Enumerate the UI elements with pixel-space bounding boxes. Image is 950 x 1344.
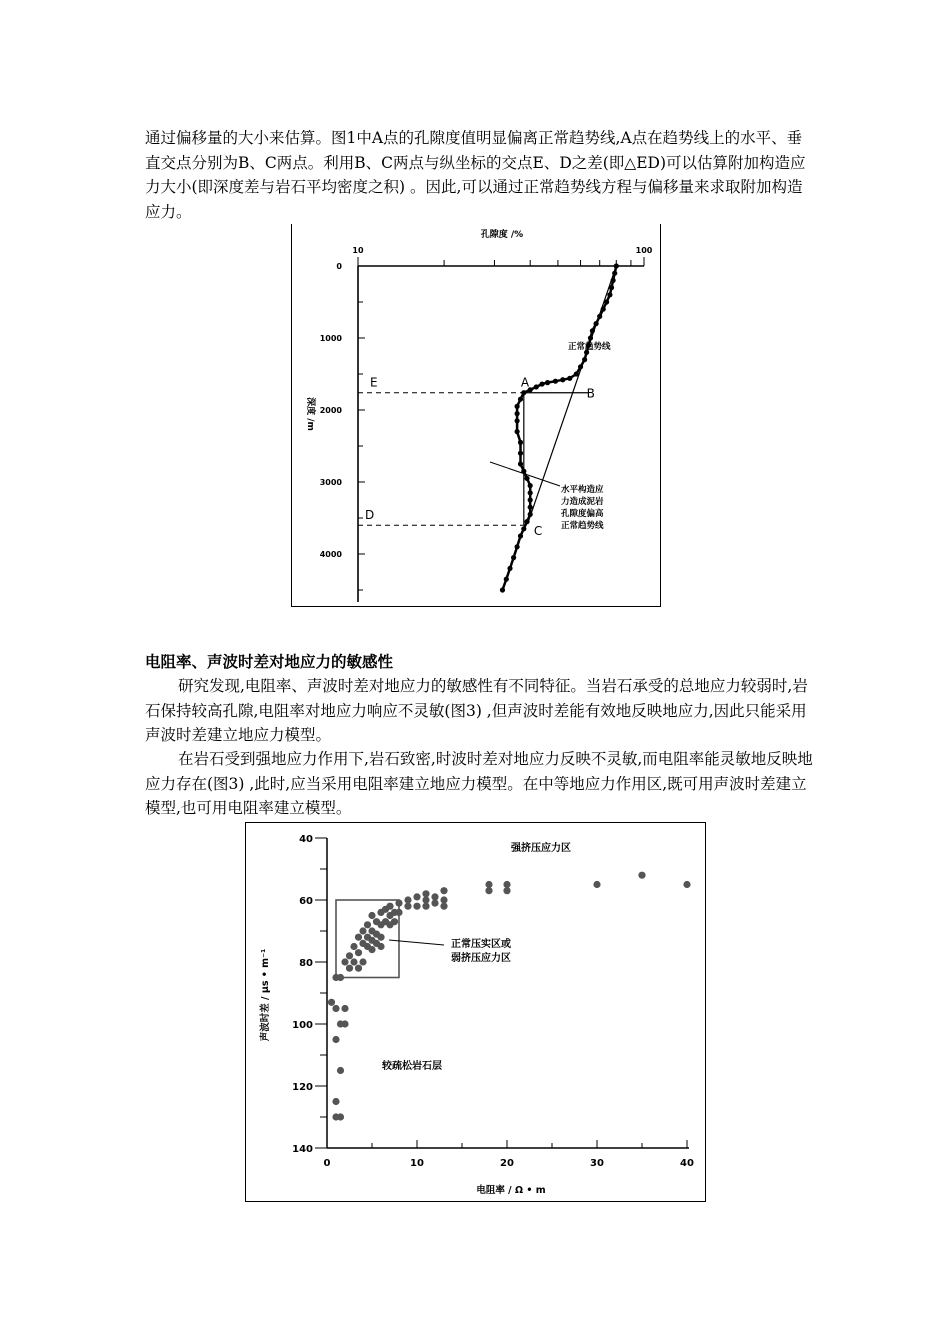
point-label-e: E <box>370 375 378 390</box>
data-point <box>404 896 411 903</box>
callout-text: 正常趋势线 <box>561 521 604 531</box>
data-point <box>422 896 429 903</box>
data-point <box>346 952 353 959</box>
point-label-d: D <box>365 508 375 523</box>
data-point <box>386 903 393 910</box>
x-tick-label: 30 <box>590 1158 604 1169</box>
data-point <box>341 1020 348 1027</box>
paragraph-1: 通过偏移量的大小来估算。图1中A点的孔隙度值明显偏离正常趋势线,A点在趋势线上的水平、垂直交点分别为B、C两点。利用B、C两点与纵坐标的交点E、D之差(即△ED)可以估算附加构造应力大小(即深度差与岩石平均密度之积) 。因此,可以通过正常趋势线方程与偏移量来求取附加构造应力。 <box>145 129 806 221</box>
data-point <box>553 379 558 384</box>
data-point <box>518 533 523 538</box>
data-point <box>332 1005 339 1012</box>
data-point <box>431 893 438 900</box>
data-point <box>355 934 362 941</box>
point-label-a: A <box>520 375 530 390</box>
data-point <box>355 965 362 972</box>
trend-label: 正常趋势线 <box>568 342 611 352</box>
y-tick-label: 4000 <box>319 550 342 559</box>
data-point <box>359 927 366 934</box>
data-point <box>355 949 362 956</box>
porosity-depth-chart <box>292 224 660 606</box>
data-point <box>337 1113 344 1120</box>
data-point <box>364 921 371 928</box>
y-tick-label: 140 <box>292 1144 313 1155</box>
data-point <box>413 903 420 910</box>
data-point <box>683 881 690 888</box>
y-axis-label: 声波时差 / μs • m⁻¹ <box>260 948 271 1042</box>
data-point <box>534 384 539 389</box>
data-point <box>404 903 411 910</box>
x-tick-label: 10 <box>352 246 364 255</box>
data-point <box>528 505 533 510</box>
y-tick-label: 3000 <box>319 478 342 487</box>
data-point <box>515 418 520 423</box>
data-point <box>368 912 375 919</box>
data-point <box>500 587 505 592</box>
callout-line <box>490 462 560 486</box>
data-point <box>391 918 398 925</box>
callout-line <box>389 940 444 945</box>
data-point <box>485 881 492 888</box>
data-point <box>515 544 520 549</box>
x-axis-label: 电阻率 / Ω • m <box>476 1185 546 1196</box>
data-point <box>332 1098 339 1105</box>
data-point <box>341 1005 348 1012</box>
normal-zone-label: 正常压实区或 <box>451 939 511 950</box>
data-point <box>528 497 533 502</box>
data-point <box>422 903 429 910</box>
y-axis-label: 深度 /m <box>305 397 315 431</box>
point-label-c: C <box>533 524 543 539</box>
data-point <box>377 934 384 941</box>
normal-zone-label: 弱挤压应力区 <box>451 953 511 964</box>
y-tick-label: 0 <box>336 262 342 271</box>
porosity-depth-figure <box>291 224 661 607</box>
data-point <box>560 377 565 382</box>
strong-zone-label: 强挤压应力区 <box>511 843 571 854</box>
data-point <box>377 943 384 950</box>
y-tick-label: 1000 <box>319 334 342 343</box>
section-heading: 电阻率、声波时差对地应力的敏感性 <box>145 652 394 671</box>
data-point <box>337 974 344 981</box>
data-point <box>395 909 402 916</box>
data-point <box>332 1036 339 1043</box>
data-point <box>440 896 447 903</box>
data-point <box>485 887 492 894</box>
data-point <box>515 429 520 434</box>
x-axis-label: 孔隙度 /% <box>480 230 524 240</box>
data-point <box>359 958 366 965</box>
data-point <box>524 476 529 481</box>
data-point <box>567 376 572 381</box>
data-point <box>518 461 523 466</box>
data-point <box>413 893 420 900</box>
data-point <box>515 404 520 409</box>
paragraph-2: 研究发现,电阻率、声波时差对地应力的敏感性有不同特征。当岩石承受的总地应力较弱时,岩石保持较高孔隙,电阻率对地应力响应不灵敏(图3) ,但声波时差能有效地反映地应力,因此只能采用声波时差建立地应力模型。 <box>145 677 808 744</box>
data-point <box>346 965 353 972</box>
data-point <box>518 440 523 445</box>
data-point <box>521 526 526 531</box>
callout-text: 水平构造应 <box>561 485 604 495</box>
data-point <box>545 380 550 385</box>
data-point <box>515 411 520 416</box>
x-tick-label: 100 <box>635 246 653 255</box>
y-tick-label: 40 <box>299 834 313 845</box>
data-point <box>503 887 510 894</box>
data-point <box>350 958 357 965</box>
data-point <box>528 490 533 495</box>
y-tick-label: 80 <box>299 958 313 969</box>
data-point <box>350 943 357 950</box>
data-point <box>539 381 544 386</box>
loose-zone-label: 较疏松岩石层 <box>382 1061 442 1072</box>
data-point <box>638 872 645 879</box>
data-point <box>341 958 348 965</box>
data-point <box>503 881 510 888</box>
data-point <box>507 566 512 571</box>
paragraph-3: 在岩石受到强地应力作用下,岩石致密,时波时差对地应力反映不灵敏,而电阻率能灵敏地反映地应力存在(图3) ,此时,应当采用电阻率建立地应力模型。在中等地应力作用区,既可用声波时差建立模型,也可用电阻率建立模型。 <box>145 750 813 817</box>
data-point <box>511 555 516 560</box>
x-tick-label: 10 <box>410 1158 424 1169</box>
data-point <box>395 900 402 907</box>
data-point <box>518 451 523 456</box>
x-tick-label: 20 <box>500 1158 514 1169</box>
data-point <box>431 900 438 907</box>
data-point <box>607 292 612 297</box>
data-point <box>440 887 447 894</box>
data-point <box>504 577 509 582</box>
data-point <box>518 397 523 402</box>
data-point <box>368 946 375 953</box>
resistivity-acoustic-figure <box>245 822 706 1202</box>
x-tick-label: 0 <box>323 1158 331 1169</box>
data-point <box>337 1067 344 1074</box>
y-tick-label: 120 <box>292 1082 313 1093</box>
data-point <box>440 903 447 910</box>
point-label-b: B <box>586 386 595 401</box>
callout-text: 力造成泥岩 <box>561 497 604 507</box>
data-point <box>528 483 533 488</box>
y-tick-label: 60 <box>299 896 313 907</box>
resistivity-acoustic-chart <box>246 823 705 1201</box>
callout-text: 孔隙度偏高 <box>561 509 604 519</box>
y-tick-label: 2000 <box>319 406 342 415</box>
x-tick-label: 40 <box>680 1158 694 1169</box>
data-point <box>328 999 335 1006</box>
y-tick-label: 100 <box>292 1020 313 1031</box>
data-point <box>593 881 600 888</box>
data-point <box>422 890 429 897</box>
